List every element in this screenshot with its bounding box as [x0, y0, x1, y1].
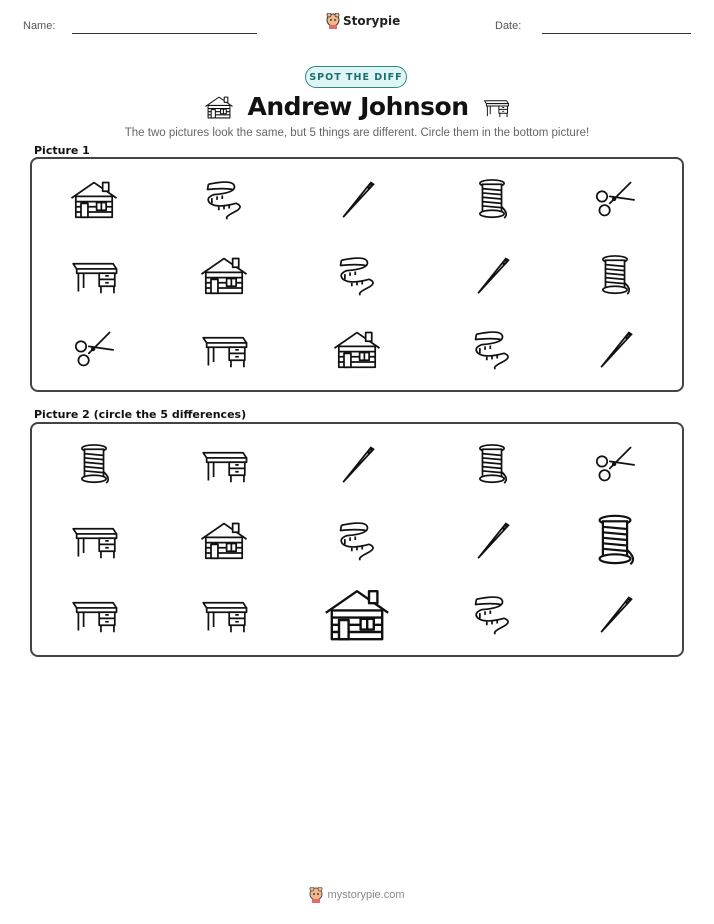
- needle-icon: [589, 591, 641, 637]
- desk-icon: [198, 441, 250, 487]
- grid-cell: [466, 252, 518, 298]
- cabin-icon: [68, 176, 120, 222]
- grid-cell[interactable]: [466, 591, 518, 637]
- page-title: Andrew Johnson: [247, 92, 469, 121]
- picture-1-label: Picture 1: [34, 144, 90, 157]
- grid-cell[interactable]: [321, 583, 393, 645]
- date-label: Date:: [495, 20, 522, 32]
- desk-icon: [481, 95, 511, 119]
- grid-cell: [68, 252, 120, 298]
- mascot-icon: [326, 13, 340, 29]
- desk-icon: [68, 591, 120, 637]
- footer-url: mystorypie.com: [327, 889, 405, 901]
- needle-icon: [331, 441, 383, 487]
- grid-cell[interactable]: [466, 517, 518, 563]
- grid-cell: [466, 326, 518, 372]
- grid-cell: [68, 176, 120, 222]
- instructions: The two pictures look the same, but 5 things are different. Circle them in the bottom picture!: [124, 127, 590, 139]
- grid-cell: [589, 326, 641, 372]
- grid-cell[interactable]: [198, 441, 250, 487]
- grid-cell: [331, 176, 383, 222]
- desk-icon: [198, 591, 250, 637]
- tape-measure-icon: [466, 591, 518, 637]
- tape-measure-icon: [466, 326, 518, 372]
- picture-2-label: Picture 2 (circle the 5 differences): [34, 408, 247, 421]
- desk-icon: [198, 326, 250, 372]
- grid-cell[interactable]: [68, 591, 120, 637]
- spool-icon: [589, 252, 641, 298]
- desk-icon: [68, 517, 120, 563]
- grid-cell[interactable]: [68, 517, 120, 563]
- grid-cell: [589, 252, 641, 298]
- grid-cell[interactable]: [589, 441, 641, 487]
- title-row: [0, 92, 714, 121]
- grid-cell: [589, 176, 641, 222]
- grid-cell[interactable]: [68, 441, 120, 487]
- grid-cell[interactable]: [466, 441, 518, 487]
- grid-cell: [466, 176, 518, 222]
- needle-icon: [331, 176, 383, 222]
- picture-1-panel: [30, 157, 684, 392]
- spool-icon: [582, 507, 648, 573]
- grid-cell[interactable]: [582, 507, 648, 573]
- grid-cell: [331, 252, 383, 298]
- cabin-icon: [203, 94, 235, 120]
- grid-cell[interactable]: [331, 517, 383, 563]
- scissors-icon: [589, 176, 641, 222]
- tape-measure-icon: [198, 176, 250, 222]
- spool-icon: [68, 441, 120, 487]
- grid-cell: [68, 326, 120, 372]
- scissors-icon: [589, 441, 641, 487]
- needle-icon: [466, 517, 518, 563]
- tape-measure-icon: [331, 517, 383, 563]
- needle-icon: [466, 252, 518, 298]
- needle-icon: [589, 326, 641, 372]
- grid-cell: [198, 252, 250, 298]
- spool-icon: [466, 176, 518, 222]
- cabin-icon: [198, 252, 250, 298]
- grid-cell: [198, 176, 250, 222]
- picture-2-panel[interactable]: [30, 422, 684, 657]
- grid-cell: [331, 326, 383, 372]
- grid-cell[interactable]: [331, 441, 383, 487]
- footer: [0, 887, 714, 903]
- cabin-icon: [331, 326, 383, 372]
- spool-icon: [466, 441, 518, 487]
- name-line[interactable]: [72, 33, 257, 34]
- brand-logo: [326, 13, 400, 29]
- brand-name: Storypie: [343, 14, 401, 28]
- mascot-icon: [309, 887, 323, 903]
- spot-the-diff-badge: SPOT THE DIFF: [305, 66, 407, 88]
- cabin-icon: [321, 583, 393, 645]
- grid-cell[interactable]: [589, 591, 641, 637]
- scissors-icon: [68, 326, 120, 372]
- grid-cell[interactable]: [198, 591, 250, 637]
- grid-cell: [198, 326, 250, 372]
- desk-icon: [68, 252, 120, 298]
- tape-measure-icon: [331, 252, 383, 298]
- name-label: Name:: [23, 20, 56, 32]
- grid-cell[interactable]: [198, 517, 250, 563]
- cabin-icon: [198, 517, 250, 563]
- date-line[interactable]: [542, 33, 691, 34]
